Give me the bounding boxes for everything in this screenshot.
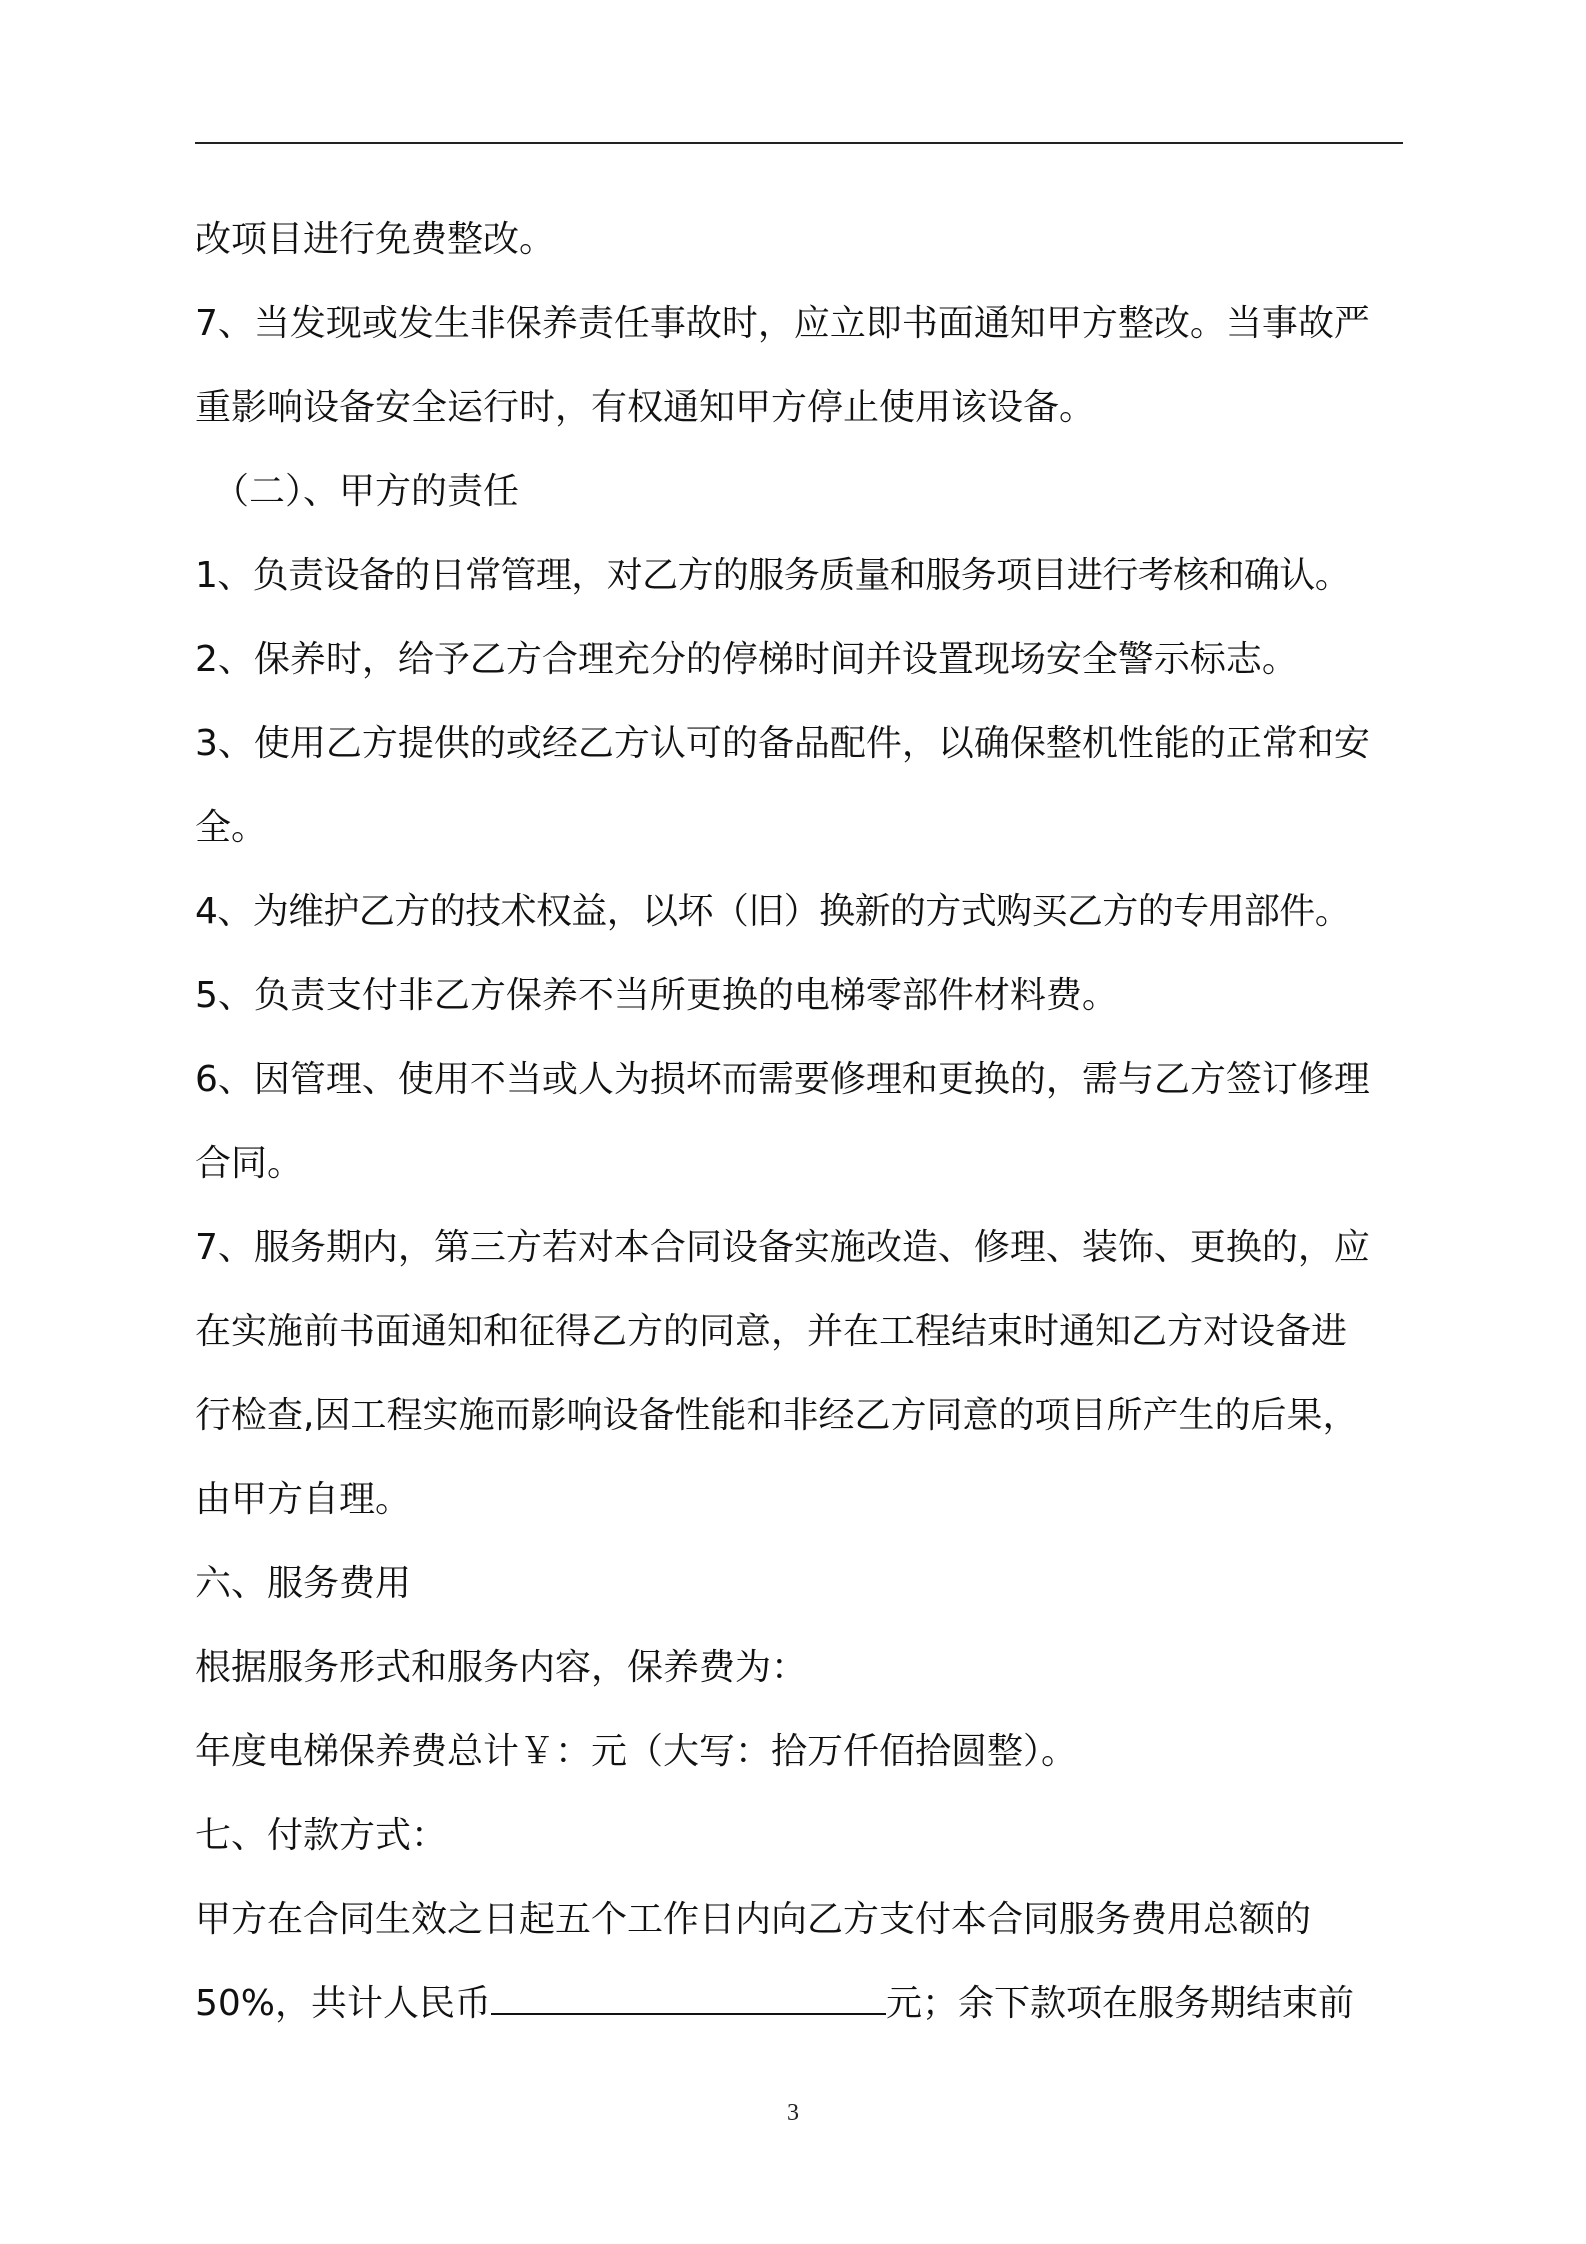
header-rule	[195, 142, 1403, 144]
paragraph-line: 6、因管理、使用不当或人为损坏而需要修理和更换的，需与乙方签订修理	[195, 1059, 1370, 1100]
paragraph-line: 2、保养时，给予乙方合理充分的停梯时间并设置现场安全警示标志。	[195, 639, 1298, 680]
paragraph-line: 重影响设备安全运行时，有权通知甲方停止使用该设备。	[195, 387, 1096, 428]
paragraph-line: 7、服务期内，第三方若对本合同设备实施改造、修理、装饰、更换的，应	[195, 1227, 1370, 1268]
amount-prefix: 50%，共计人民币	[195, 1983, 492, 2024]
paragraph-line: 7、当发现或发生非保养责任事故时，应立即书面通知甲方整改。当事故严	[195, 303, 1370, 344]
section-heading: （二）、甲方的责任	[213, 471, 520, 512]
paragraph-line-with-blank	[195, 1962, 1405, 2046]
paragraph-line: 甲方在合同生效之日起五个工作日内向乙方支付本合同服务费用总额的	[195, 1899, 1312, 1940]
paragraph-line: 3、使用乙方提供的或经乙方认可的备品配件，以确保整机性能的正常和安	[195, 723, 1370, 764]
amount-blank	[491, 1983, 886, 2015]
paragraph-line: 根据服务形式和服务内容，保养费为：	[195, 1647, 808, 1688]
page-number: 3	[787, 2100, 799, 2126]
paragraph-line: 年度电梯保养费总计￥：元（大写：拾万仟佰拾圆整）。	[195, 1731, 1078, 1772]
paragraph-line: 合同。	[195, 1143, 304, 1184]
paragraph-line: 1、负责设备的日常管理，对乙方的服务质量和服务项目进行考核和确认。	[195, 555, 1351, 596]
paragraph-line: 在实施前书面通知和征得乙方的同意，并在工程结束时通知乙方对设备进	[195, 1311, 1348, 1352]
paragraph-line: 5、负责支付非乙方保养不当所更换的电梯零部件材料费。	[195, 975, 1118, 1016]
paragraph-line: 改项目进行免费整改。	[195, 219, 556, 260]
paragraph-line: 4、为维护乙方的技术权益，以坏（旧）换新的方式购买乙方的专用部件。	[195, 891, 1351, 932]
section-heading: 六、服务费用	[195, 1563, 412, 1604]
amount-suffix: 元；余下款项在服务期结束前	[886, 1983, 1355, 2024]
paragraph-line: 由甲方自理。	[195, 1479, 412, 1520]
paragraph-line: 全。	[195, 807, 268, 848]
section-heading: 七、付款方式：	[195, 1815, 448, 1856]
paragraph-line: 行检查,因工程实施而影响设备性能和非经乙方同意的项目所产生的后果，	[195, 1395, 1359, 1436]
document-body	[195, 198, 1405, 2046]
